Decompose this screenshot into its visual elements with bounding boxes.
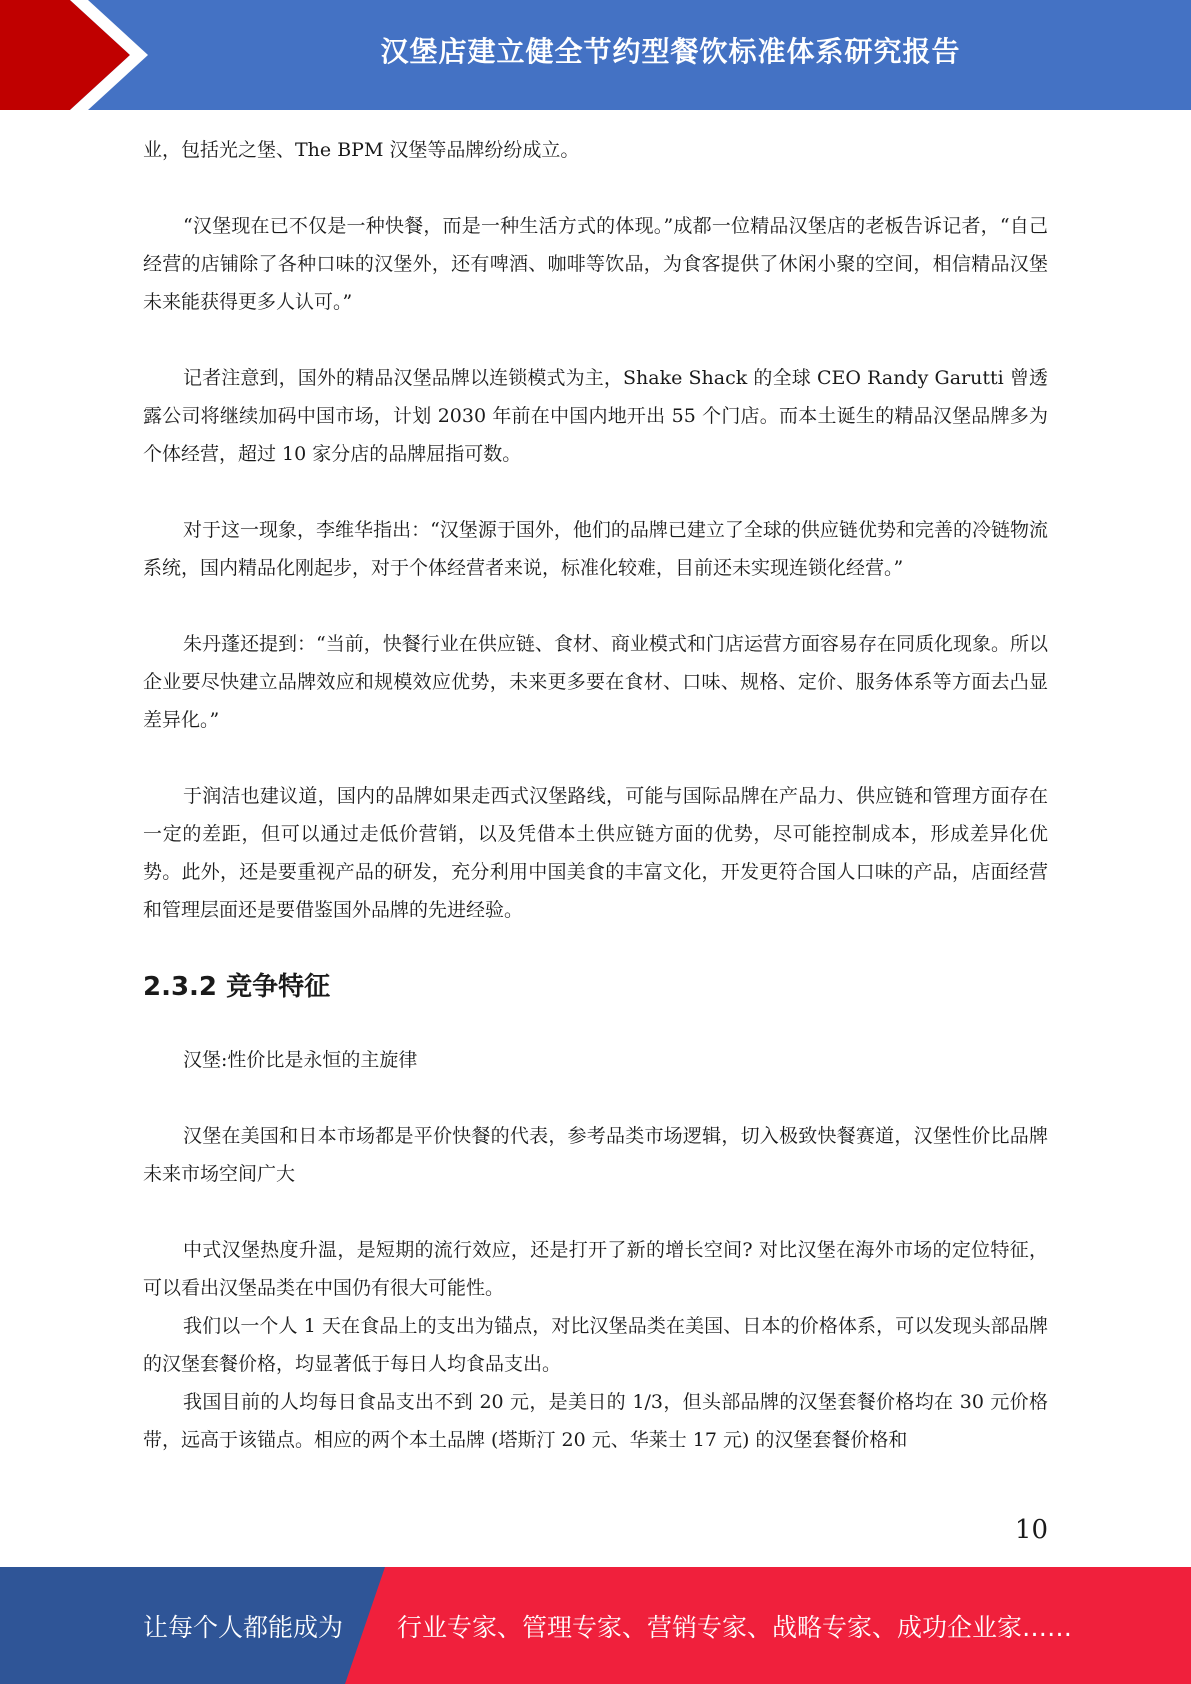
main-content [143,131,1048,1459]
paragraph: 我国目前的人均每日食品支出不到 20 元，是美日的 1/3，但头部品牌的汉堡套餐价格均在 30 元价格带，远高于该锚点。相应的两个本土品牌 (塔斯汀 20 元、华莱士 17 元) 的汉堡套餐价格和 [143,1391,1048,1451]
paragraph: 对于这一现象，李维华指出：“汉堡源于国外，他们的品牌已建立了全球的供应链优势和完善的冷链物流系统，国内精品化刚起步，对于个体经营者来说，标准化较难，目前还未实现连锁化经营。” [143,519,1048,579]
paragraph: 朱丹蓬还提到：“当前，快餐行业在供应链、食材、商业模式和门店运营方面容易存在同质化现象。所以企业要尽快建立品牌效应和规模效应优势，未来更多要在食材、口味、规格、定价、服务体系等方面去凸显差异化。” [143,633,1048,731]
paragraph: 业，包括光之堡、The BPM 汉堡等品牌纷纷成立。 [143,139,580,161]
footer-slogan-left: 让每个人都能成为 [143,1612,344,1642]
footer-slogan-right: 行业专家、管理专家、营销专家、战略专家、成功企业家…… [397,1612,1073,1642]
document-title: 汉堡店建立健全节约型餐饮标准体系研究报告 [380,35,961,68]
paragraph: 汉堡:性价比是永恒的主旋律 [183,1049,418,1071]
section-heading: 2.3.2 竞争特征 [143,972,331,1002]
page-footer [0,1567,1191,1684]
page-number: 10 [1014,1515,1048,1545]
paragraph: 汉堡在美国和日本市场都是平价快餐的代表，参考品类市场逻辑，切入极致快餐赛道，汉堡性价比品牌未来市场空间广大 [143,1125,1048,1185]
paragraph: 记者注意到，国外的精品汉堡品牌以连锁模式为主，Shake Shack 的全球 CEO Randy Garutti 曾透露公司将继续加码中国市场，计划 2030 年前在中国内地开出 55 个门店。而本土诞生的精品汉堡品牌多为个体经营，超过 10 家分店的品牌屈指可数。 [143,367,1048,465]
page-header [0,0,1191,110]
paragraph: 我们以一个人 1 天在食品上的支出为锚点，对比汉堡品类在美国、日本的价格体系，可以发现头部品牌的汉堡套餐价格，均显著低于每日人均食品支出。 [143,1315,1048,1375]
paragraph: 于润洁也建议道，国内的品牌如果走西式汉堡路线，可能与国际品牌在产品力、供应链和管理方面存在一定的差距，但可以通过走低价营销，以及凭借本土供应链方面的优势，尽可能控制成本，形成差异化优势。此外，还是要重视产品的研发，充分利用中国美食的丰富文化，开发更符合国人口味的产品，店面经营和管理层面还是要借鉴国外品牌的先进经验。 [143,785,1048,921]
paragraph: 中式汉堡热度升温，是短期的流行效应，还是打开了新的增长空间? 对比汉堡在海外市场的定位特征，可以看出汉堡品类在中国仍有很大可能性。 [143,1239,1048,1299]
paragraph: “汉堡现在已不仅是一种快餐，而是一种生活方式的体现。”成都一位精品汉堡店的老板告诉记者，“自己经营的店铺除了各种口味的汉堡外，还有啤酒、咖啡等饮品，为食客提供了休闲小聚的空间，相信精品汉堡未来能获得更多人认可。” [143,215,1048,313]
